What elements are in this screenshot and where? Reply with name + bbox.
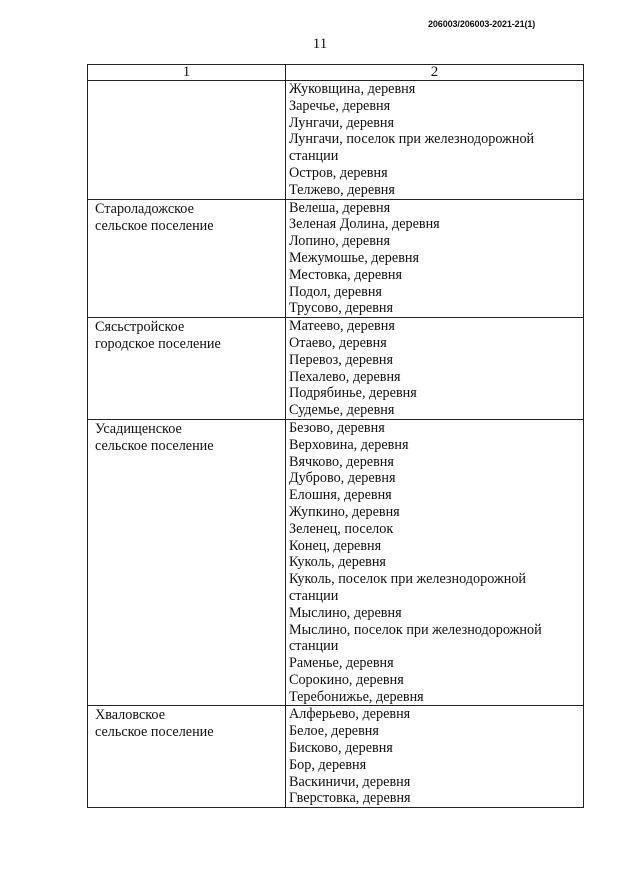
locality-text: Елошня, деревня — [289, 487, 392, 504]
locality-text: Васкиничи, деревня — [289, 773, 411, 790]
locality-text: Лопино, деревня — [289, 233, 391, 250]
locality-item — [289, 233, 583, 250]
locality-item — [289, 420, 583, 437]
localities-cell — [286, 419, 584, 706]
locality-item — [289, 250, 583, 267]
locality-text-continuation: станции — [289, 148, 339, 165]
settlement-name-cell — [88, 318, 286, 420]
locality-item — [289, 672, 583, 689]
table-row — [88, 81, 584, 200]
locality-text: Раменье, деревня — [289, 655, 394, 672]
locality-text: Лунгачи, поселок при железнодорожной — [289, 131, 535, 148]
locality-text: Зеленая Долина, деревня — [289, 216, 440, 233]
locality-text: Дуброво, деревня — [289, 470, 396, 487]
locality-text: Подрябинье, деревня — [289, 385, 417, 402]
settlement-name-line: сельское поселение — [95, 724, 214, 741]
locality-item — [289, 81, 583, 98]
locality-item — [289, 740, 583, 757]
table-row — [88, 318, 584, 420]
locality-text-continuation: станции — [289, 587, 339, 604]
column-header-2: 2 — [286, 65, 584, 81]
locality-item — [289, 487, 583, 504]
locality-item — [289, 437, 583, 454]
settlements-table — [87, 64, 584, 808]
locality-item — [289, 165, 583, 182]
locality-text: Телжево, деревня — [289, 181, 395, 198]
locality-item — [289, 504, 583, 521]
locality-text: Мыслино, деревня — [289, 604, 402, 621]
localities-cell — [286, 706, 584, 808]
locality-text: Судемье, деревня — [289, 402, 395, 419]
settlement-name-cell — [88, 419, 286, 706]
locality-text: Заречье, деревня — [289, 97, 391, 114]
locality-text: Мыслино, поселок при железнодорожной — [289, 621, 542, 638]
locality-item — [289, 216, 583, 233]
locality-text: Матеево, деревня — [289, 318, 395, 335]
document-id: 206003/206003-2021-21(1) — [428, 19, 536, 29]
locality-text: Сорокино, деревня — [289, 671, 404, 688]
localities-cell — [286, 81, 584, 200]
locality-text: Конец, деревня — [289, 537, 382, 554]
locality-text: Трусово, деревня — [289, 300, 394, 317]
table-body — [88, 81, 584, 808]
locality-text: Куколь, поселок при железнодорожной — [289, 571, 527, 588]
locality-item — [289, 300, 583, 317]
settlement-name-cell — [88, 199, 286, 318]
locality-item — [289, 267, 583, 284]
settlement-name-line: Староладожское — [95, 200, 194, 217]
locality-item — [289, 622, 583, 656]
locality-text: Лунгачи, деревня — [289, 114, 395, 131]
locality-text: Бор, деревня — [289, 756, 367, 773]
locality-text: Местовка, деревня — [289, 266, 402, 283]
settlement-name-line: Сясьстройское — [95, 319, 185, 336]
locality-item — [289, 470, 583, 487]
locality-text: Бисково, деревня — [289, 740, 393, 757]
locality-item — [289, 385, 583, 402]
locality-item — [289, 757, 583, 774]
settlement-name-line: Усадищенское — [95, 420, 182, 437]
locality-item — [289, 402, 583, 419]
locality-text: Перевоз, деревня — [289, 351, 394, 368]
locality-text: Куколь, деревня — [289, 554, 386, 571]
locality-text: Остров, деревня — [289, 164, 388, 181]
locality-item — [289, 689, 583, 706]
locality-item — [289, 284, 583, 301]
settlement-name-line: Хваловское — [95, 707, 166, 724]
settlement-name-line: городское поселение — [95, 336, 221, 353]
locality-item — [289, 131, 583, 165]
locality-text: Верховина, деревня — [289, 436, 409, 453]
settlement-name-cell — [88, 706, 286, 808]
locality-item — [289, 318, 583, 335]
locality-item — [289, 369, 583, 386]
locality-text: Жупкино, деревня — [289, 503, 400, 520]
locality-item — [289, 538, 583, 555]
locality-text: Велеша, деревня — [289, 199, 391, 216]
table-row — [88, 419, 584, 706]
settlement-name-cell — [88, 81, 286, 200]
table-row — [88, 199, 584, 318]
settlement-name-line: сельское поселение — [95, 217, 214, 234]
table-header-row — [88, 65, 584, 81]
locality-item — [289, 98, 583, 115]
locality-item — [289, 352, 583, 369]
locality-item — [289, 554, 583, 571]
locality-text: Отаево, деревня — [289, 334, 387, 351]
localities-cell — [286, 318, 584, 420]
locality-text: Теребонижье, деревня — [289, 688, 424, 705]
locality-text: Белое, деревня — [289, 723, 379, 740]
locality-text: Межумошье, деревня — [289, 249, 420, 266]
locality-item — [289, 200, 583, 217]
locality-text: Пехалево, деревня — [289, 368, 401, 385]
locality-item — [289, 521, 583, 538]
locality-item — [289, 571, 583, 605]
locality-text: Вячково, деревня — [289, 453, 394, 470]
locality-item — [289, 790, 583, 807]
localities-cell — [286, 199, 584, 318]
settlement-name-line: сельское поселение — [95, 437, 214, 454]
locality-item — [289, 454, 583, 471]
locality-text-continuation: станции — [289, 638, 339, 655]
locality-item — [289, 723, 583, 740]
table-row — [88, 706, 584, 808]
locality-text: Алферьево, деревня — [289, 706, 411, 723]
locality-text: Зеленец, поселок — [289, 520, 394, 537]
locality-item — [289, 115, 583, 132]
locality-text: Безово, деревня — [289, 419, 385, 436]
locality-item — [289, 706, 583, 723]
column-header-1: 1 — [88, 65, 286, 81]
locality-item — [289, 182, 583, 199]
page-number: 11 — [312, 36, 328, 52]
locality-item — [289, 655, 583, 672]
locality-text: Подол, деревня — [289, 283, 382, 300]
locality-text: Жуковщина, деревня — [289, 81, 416, 97]
locality-item — [289, 774, 583, 791]
locality-item — [289, 335, 583, 352]
locality-text: Гверстовка, деревня — [289, 790, 411, 807]
locality-item — [289, 605, 583, 622]
